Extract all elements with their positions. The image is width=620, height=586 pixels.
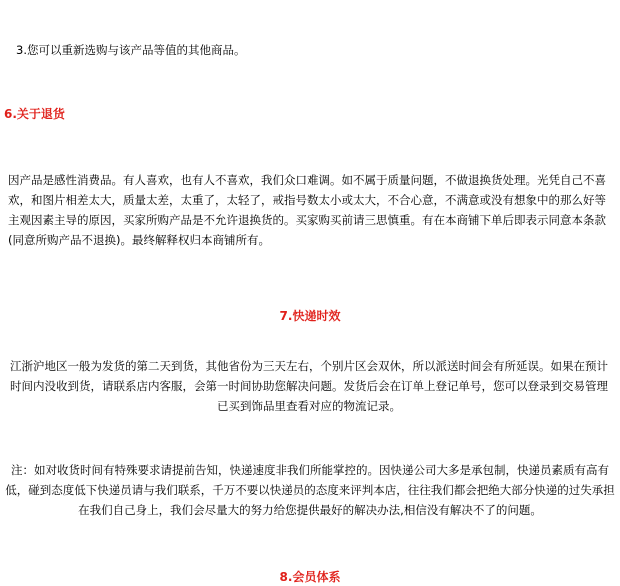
section6-title: 6.关于退货 [4,107,65,121]
section3-note: 3.您可以重新选购与该产品等值的其他商品。 [16,43,246,57]
section7-note: 注：如对收货时间有特殊要求请提前告知，快递速度非我们所能掌控的。因快递公司大多是承包制，快递员素质有高有低，碰到态度低下快递员请与我们联系，千万不要以快递员的态度来评判本店，往往我们都会把绝大部分快递的过失承担在我们自己身上，我们会尽量大的努力给您提供最好的解决办法,相信没有解决不了的问题。 [5,463,615,517]
section7-paragraph: 江浙沪地区一般为发货的第二天到货，其他省份为三天左右，个别片区会双休，所以派送时间会有所延误。如果在预计时间内没收到货，请联系店内客服，会第一时间协助您解决问题。发货后会在订单上登记单号，您可以登录到交易管理已买到饰品里查看对应的物流记录。 [10,359,608,413]
section6-paragraph: 因产品是感性消费品。有人喜欢，也有人不喜欢，我们众口难调。如不属于质量问题，不做退换货处理。光凭自己不喜欢，和图片相差太大，质量太差，太重了，太轻了，戒指号数太小或太大，不合心意，不满意或没有想象中的那么好等主观因素主导的原因，买家所购产品是不允许退换货的。买家购买前请三思慎重。有在本商铺下单后即表示同意本条款(同意所购产品不退换)。最终解释权归本商铺所有。 [8,173,606,247]
section8-title: 8.会员体系 [279,570,341,584]
section7-title: 7.快递时效 [279,309,341,323]
